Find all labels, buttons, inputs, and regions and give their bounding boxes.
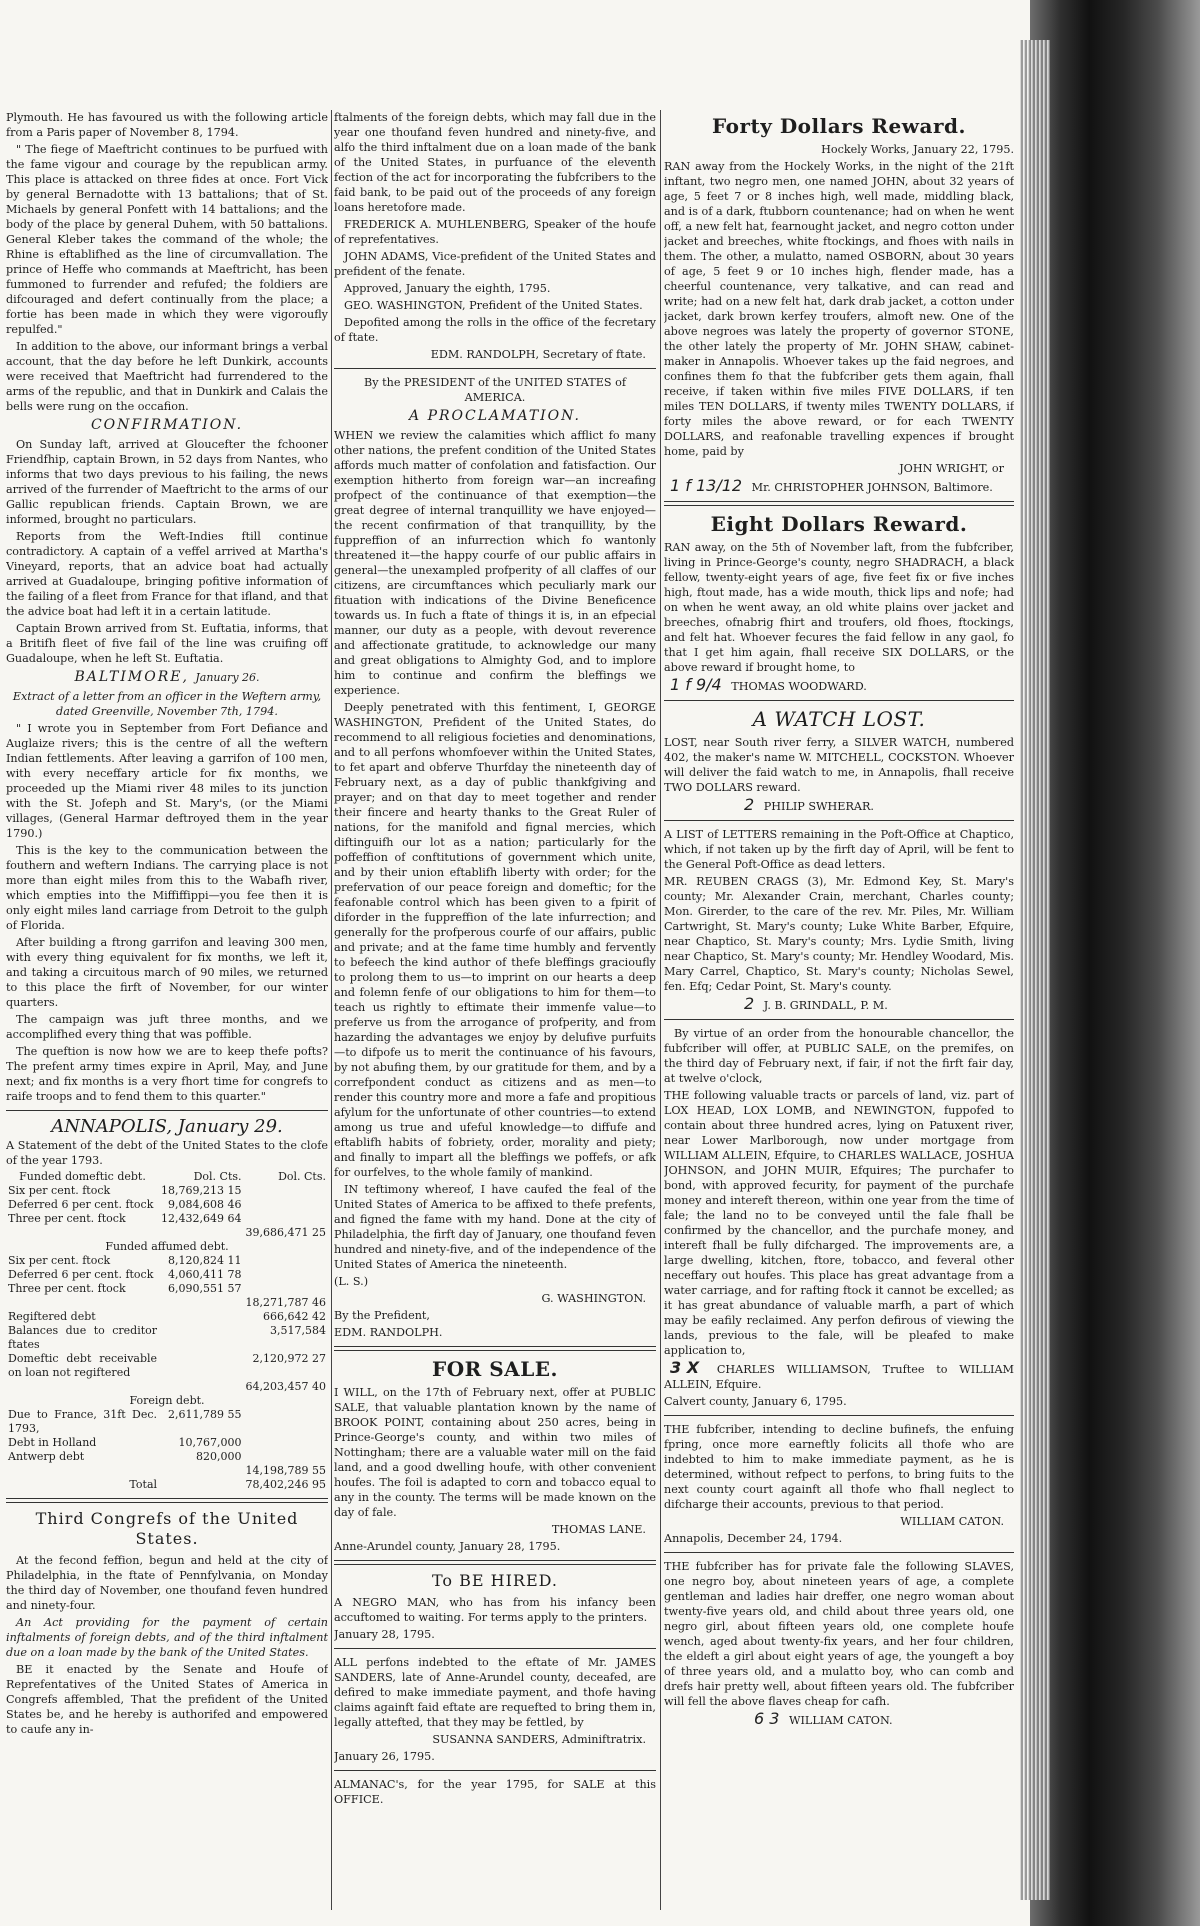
divider xyxy=(664,820,1014,821)
table-row xyxy=(6,1268,328,1282)
row-value: 6,090,551 57 xyxy=(168,1282,242,1295)
extract-heading: Extract of a letter from an officer in the Weftern army, dated Greenville, November 7th, 1794. xyxy=(12,690,322,718)
paragraph: " I wrote you in September from Fort Defiance and Auglaize rivers; this is the centre of all the weftern Indian fettlements. After leaving a garrifon of 100 men, with every neceffary article for fix months, we proceeded up the Miami river 48 miles to its junction with the St. Jofeph and St. Mary's, (or the Miami villages, (General Harmar deftroyed them in the year 1790.) xyxy=(6,722,328,840)
signature: Mr. CHRISTOPHER JOHNSON, Baltimore. xyxy=(751,481,993,494)
row-total xyxy=(244,1254,328,1268)
divider xyxy=(6,1110,328,1111)
signature-line xyxy=(664,996,1014,1013)
divider xyxy=(334,1346,656,1351)
table-row xyxy=(6,1324,328,1352)
row-label: Deferred 6 per cent. ftock xyxy=(8,1268,154,1281)
table-row xyxy=(6,1226,328,1240)
table-row xyxy=(6,1464,328,1478)
handwritten-note: 6 3 xyxy=(754,1709,780,1728)
signature-line xyxy=(664,677,1014,694)
handwritten-note: 3 X xyxy=(670,1358,700,1377)
paragraph: A LIST of LETTERS remaining in the Poft-Office at Chaptico, which, if not taken up by the firft day of April, will be fent to the General Poft-Office as dead letters. xyxy=(664,828,1014,871)
row-value xyxy=(159,1226,243,1240)
paragraph: MR. REUBEN CRAGS (3), Mr. Edmond Key, St. Mary's county; Mr. Alexander Crain, merchant, Charles county; Mon. Girerder, to the care of the rev. Mr. Piles, Mr. William Cartwright, St. Mary's county; Luke White Barber, Efquire, near Chaptico, St. Mary's county; Mrs. Lydie Smith, living near Chaptico, St. Mary's county; Mr. Hendley Woodard, Mis. Mary Carrel, Chaptico, St. Mary's county; Nicholas Sewel, fen. Efq; Cedar Point, St. Mary's county. xyxy=(664,875,1014,993)
signature: GEO. WASHINGTON, Prefident of the United States. xyxy=(344,299,643,312)
signature: JOHN WRIGHT, or xyxy=(899,462,1004,475)
divider xyxy=(334,1770,656,1771)
row-total: 18,271,787 46 xyxy=(245,1296,326,1309)
handwritten-note: 1 f 9/4 xyxy=(670,675,722,694)
row-value: 820,000 xyxy=(196,1450,242,1463)
row-total: 666,642 42 xyxy=(263,1310,326,1323)
row-label xyxy=(6,1380,159,1394)
row-label: Six per cent. ftock xyxy=(8,1254,111,1267)
divider xyxy=(664,501,1014,506)
signature-line xyxy=(664,1711,1014,1728)
row-value xyxy=(159,1310,243,1324)
signature: EDM. RANDOLPH, Secretary of ftate. xyxy=(430,348,646,361)
row-value xyxy=(159,1352,243,1380)
row-total: 2,120,972 27 xyxy=(252,1352,326,1365)
row-total xyxy=(244,1436,328,1450)
signature-line xyxy=(664,478,1014,495)
row-total: 3,517,584 xyxy=(270,1324,326,1337)
paragraph: WHEN we review the calamities which afflict fo many other nations, the prefent condition of the United States affords much matter of confolation and fatisfaction. Our exemption hitherto from foreign war—an increafing profpect of the continuance of that exemption—the great degree of internal tranquillity we have enjoyed—the recent confirmation of that tranquillity, by the fuppreffion of an infurrection which fo wantonly threatened it—the happy courfe of our public affairs in general—the unexampled profperity of all claffes of our citizens, are circumftances which peculiarly mark our fituation with indications of the Divine Beneficence towards us. In fuch a ftate of things it is, in an efpecial manner, our duty as a people, with devout reverence and affectionate gratitude, to acknowledge our many and great obligations to Almighty God, and to implore him to continue and confirm the bleffings we experience. xyxy=(334,429,656,697)
signature-line xyxy=(664,797,1014,814)
section-heading: A PROCLAMATION. xyxy=(409,408,581,424)
row-value: 12,432,649 64 xyxy=(161,1212,242,1225)
row-value xyxy=(159,1478,243,1492)
divider xyxy=(334,1648,656,1649)
handwritten-note: 2 xyxy=(744,994,755,1013)
row-value: 2,611,789 55 xyxy=(168,1408,242,1421)
paragraph: Captain Brown arrived from St. Euftatia, informs, that a Britifh fleet of five fail of the line was cruifing off Guadaloupe, when he left St. Euftatia. xyxy=(6,622,328,665)
ad-heading: To BE HIRED. xyxy=(431,1571,558,1590)
paragraph: Plymouth. He has favoured us with the following article from a Paris paper of November 8, 1794. xyxy=(6,111,328,139)
section-heading: CONFIRMATION. xyxy=(90,417,244,433)
paragraph: Deeply penetrated with this fentiment, I, GEORGE WASHINGTON, Prefident of the United States, do recommend to all religious focieties and denominations, and to all perfons whomfoever within the United States, to fet apart and obferve Thurfday the nineteenth day of February next, as a day of public thankfgiving and prayer; and on that day to meet together and render their fincere and hearty thanks to the Great Ruler of nations, for the manifold and fignal mercies, which diftinguifh our lot as a nation; particularly for the poffeffion of conftitutions of government which unite, and by their union eftablifh liberty with order; for the prefervation of our peace foreign and domeftic; for the feafonable control which has been given to a fpirit of diforder in the fuppreffion of the late infurrection; and generally for the profperous courfe of our affairs, public and private; and at the fame time humbly and fervently to befeech the kind author of thefe bleffings gracioufly to prolong them to us—to imprint on our hearts a deep and folemn fenfe of our obligations to him for them—to teach us rightly to eftimate their immenfe value—to preferve us from the arrogance of profperity, and from hazarding the advantages we enjoy by delufive purfuits—to difpofe us to merit the continuance of his favours, by not abufing them, by our gratitude for them, and by a correfpondent conduct as citizens and as men—to render this country more and more a fafe and propitious afylum for the unfortunate of other countries—to extend among us true and ufeful knowledge—to diffufe and eftablifh habits of fobriety, order, morality and piety; and finally to impart all the bleffings we poffefs, or afk for ourfelves, to the whole family of mankind. xyxy=(334,701,656,1179)
signature: THOMAS LANE. xyxy=(551,1523,646,1536)
row-label xyxy=(6,1226,159,1240)
column-rule-1 xyxy=(331,110,332,1910)
row-total xyxy=(244,1408,328,1436)
row-total xyxy=(244,1282,328,1296)
row-label: Total xyxy=(129,1478,158,1491)
section-heading: By the PRESIDENT of the UNITED STATES of AMERICA. xyxy=(364,376,626,404)
row-label: Deferred 6 per cent. ftock xyxy=(8,1198,154,1211)
paragraph: THE fubfcriber, intending to decline bufinefs, the enfuing fpring, once more earneftly folicits all thofe who are indebted to him to make immediate payment, as he is determined, without refpect to perfons, to bring fuits to the next county court againft all thofe who fhall neglect to difcharge their accounts, previous to that period. xyxy=(664,1423,1014,1511)
row-value: 9,084,608 46 xyxy=(168,1198,242,1211)
dateline: Annapolis, December 24, 1794. xyxy=(664,1532,843,1545)
table-subheading: Funded affumed debt. xyxy=(105,1240,229,1253)
dateline-place: BALTIMORE, xyxy=(74,669,189,685)
debt-intro: A Statement of the debt of the United States to the clofe of the year 1793. xyxy=(6,1139,328,1167)
paragraph: By virtue of an order from the honourable chancellor, the fubfcriber will offer, at PUBLIC SALE, on the premifes, on the third day of February next, if fair, if not the firft fair day, at twelve o'clock, xyxy=(664,1027,1014,1085)
dateline: January 28, 1795. xyxy=(334,1628,435,1641)
signature: WILLIAM CATON. xyxy=(900,1515,1004,1528)
signature: FREDERICK A. MUHLENBERG, Speaker of the houfe of reprefentatives. xyxy=(334,218,656,246)
table-row xyxy=(6,1184,328,1198)
handwritten-note: 1 f 13/12 xyxy=(670,476,743,495)
signature: CHARLES WILLIAMSON, Truftee to WILLIAM ALLEIN, Efquire. xyxy=(664,1363,1014,1391)
table-subheading: Foreign debt. xyxy=(129,1394,205,1407)
row-value: 10,767,000 xyxy=(178,1436,242,1449)
paragraph: At the fecond feffion, begun and held at the city of Philadelphia, in the ftate of Pennfylvania, on Monday the third day of November, one thoufand feven hundred and ninety-four. xyxy=(6,1554,328,1612)
debt-table xyxy=(6,1170,328,1492)
divider xyxy=(664,1019,1014,1020)
table-row xyxy=(6,1352,328,1380)
signature: PHILIP SWHERAR. xyxy=(763,800,874,813)
paragraph: THE fubfcriber has for private fale the following SLAVES, one negro boy, about nineteen years of age, a complete gentleman and ladies hair dreffer, one negro woman about twenty-five years old, and child about three years old, one negro girl, about fifteen years old, one complete houfe wench, aged about twenty-fix years, and her four children, the eldeft a girl about eight years of age, the youngeft a boy of three years old, and a mulatto boy, who can comb and drefs hair pretty well, about fifteen years old. The fubfcriber will fell the above flaves cheap for cafh. xyxy=(664,1560,1014,1708)
divider xyxy=(334,1560,656,1565)
dateline: Anne-Arundel county, January 28, 1795. xyxy=(334,1540,561,1553)
paragraph: IN teftimony whereof, I have caufed the feal of the United States of America to be affixed to thefe prefents, and figned the fame with my hand. Done at the city of Philadelphia, the firft day of January, one thoufand feven hundred and ninety-five, and of the independence of the United States of America the nineteenth. xyxy=(334,1183,656,1271)
row-label: Due to France, 31ft Dec. 1793, xyxy=(8,1408,158,1435)
paragraph: THE following valuable tracts or parcels of land, viz. part of LOX HEAD, LOX LOMB, and NEWINGTON, fuppofed to contain about three hundred acres, lying on Patuxent river, near Lower Marlborough, now under mortgage from WILLIAM ALLEIN, Efquire, to CHARLES WALLACE, JOSHUA JOHNSON, and JOHN MUIR, Efquires; The purchafer to bond, with approved fecurity, for payment of the purchafe money and intereft thereon, within one year from the time of fale; the land no to be conveyed until the fale fhall be confirmed by the chancellor, and the purchafe money, and intereft fhall be fully difcharged. The improvements are, a large dwelling, kitchen, ftore, tobacco, and feveral other neceffary out houfes. This place has great advantage from a water carriage, and for rafting ftock it cannot be excelled; as it has great abundance of valuable marfh, a part of which may be eafily reclaimed. Any perfon defirous of viewing the lands, previous to the fale, will be pleafed to make application to, xyxy=(664,1089,1014,1357)
column-header: Dol. Cts. xyxy=(278,1170,326,1183)
row-value: 8,120,824 11 xyxy=(168,1254,242,1267)
paragraph: A NEGRO MAN, who has from his infancy been accuftomed to waiting. For terms apply to the printers. xyxy=(334,1596,656,1624)
paragraph: By the Prefident, xyxy=(334,1309,430,1322)
row-label: Antwerp debt xyxy=(8,1450,85,1463)
column-3 xyxy=(664,110,1014,1920)
row-label xyxy=(6,1464,159,1478)
table-row xyxy=(6,1296,328,1310)
paragraph: Reports from the Weft-Indies ftill continue contradictory. A captain of a veffel arrived at Martha's Vineyard, reports, that an advice boat had actually arrived at Guadaloupe, bringing pofitive information of the failing of a fleet from France for that ifland, and that the advice boat had left it in a certain latitude. xyxy=(6,530,328,618)
divider xyxy=(334,368,656,369)
table-row xyxy=(6,1436,328,1450)
dateline: Calvert county, January 6, 1795. xyxy=(664,1395,847,1408)
column-1 xyxy=(6,110,328,1920)
page-edges xyxy=(1020,40,1050,1900)
signature: J. B. GRINDALL, P. M. xyxy=(763,999,888,1012)
dateline: Hockely Works, January 22, 1795. xyxy=(821,143,1014,156)
table-row xyxy=(6,1450,328,1464)
book-binding xyxy=(1030,0,1200,1926)
seal-label: (L. S.) xyxy=(334,1275,369,1288)
row-total xyxy=(244,1268,328,1282)
row-total xyxy=(244,1212,328,1226)
divider xyxy=(664,1415,1014,1416)
row-label: Balances due to creditor ftates xyxy=(8,1324,158,1351)
signature-line xyxy=(664,1360,1014,1392)
table-row xyxy=(6,1394,328,1408)
paragraph: On Sunday laft, arrived at Gloucefter the fchooner Friendfhip, captain Brown, in 52 days from Nantes, who informs that two days previous to his failing, the news arrived of the furrender of Maeftricht to the arms of our Gallic republican friends. Captain Brown, we are informed, brought no particulars. xyxy=(6,438,328,526)
paragraph: ftalments of the foreign debts, which may fall due in the year one thoufand feven hundred and ninety-five, and alfo the third inftalment due on a loan made of the bank of the United States, in purfuance of the eleventh fection of the act for incorporating the fubfcribers to the faid bank, to be paid out of the proceeds of any foreign loans heretofore made. xyxy=(334,111,656,214)
paragraph: RAN away from the Hockely Works, in the night of the 21ft inftant, two negro men, one named JOHN, about 32 years of age, 5 feet 7 or 8 inches high, well made, middling black, and is of a dark, ftubborn countenance; had on when he went off, a new felt hat, fearnought jacket, and negro cotton under jacket and breeches, white ftockings, and fhoes with nails in them. The other, a mulatto, named OSBORN, about 30 years of age, 5 feet 9 or 10 inches high, flender made, has a cheerful countenance, very talkative, and can read and write; had on a new felt hat, dark drab jacket, a cotton under jacket, dark brown kerfey troufers, almoft new. One of the above negroes was lately the property of governor STONE, the other lately the property of Mr. JOHN SHAW, cabinet-maker in Annapolis. Whoever takes up the faid negroes, and confines them fo that the fubfcriber gets them again, fhall receive, if taken within five miles FIVE DOLLARS, if ten miles TEN DOLLARS, if twenty miles TWENTY DOLLARS, if forty miles the above reward, or for each TWENTY DOLLARS, and reafonable travelling expences if brought home, paid by xyxy=(664,160,1014,458)
divider xyxy=(6,1498,328,1503)
ad-heading: Forty Dollars Reward. xyxy=(712,114,966,138)
divider xyxy=(664,1552,1014,1553)
table-row xyxy=(6,1240,328,1254)
row-value xyxy=(159,1324,243,1352)
paragraph: I WILL, on the 17th of February next, offer at PUBLIC SALE, that valuable plantation known by the name of BROOK POINT, containing about 250 acres, being in Prince-George's county, and within two miles of Nottingham; there are a valuable water mill on the faid land, and a good dwelling houfe, with other convenient houfes. The foil is adapted to corn and tobacco equal to any in the county. The terms will be made known on the day of fale. xyxy=(334,1386,656,1519)
table-subheading: Funded domeftic debt. xyxy=(19,1170,146,1183)
ad-heading: FOR SALE. xyxy=(432,1357,558,1381)
row-value xyxy=(159,1464,243,1478)
signature: WILLIAM CATON. xyxy=(789,1714,893,1727)
row-value xyxy=(159,1296,243,1310)
table-row xyxy=(6,1310,328,1324)
row-total: 64,203,457 40 xyxy=(245,1380,326,1393)
row-label: Three per cent. ftock xyxy=(8,1282,126,1295)
paragraph: " The fiege of Maeftricht continues to be purfued with the fame vigour and courage by the republican army. This place is attacked on three fides at once. Fort Vick by general Bernadotte with 13 battalions; that of St. Michaels by general Ponfett with 14 battalions; and the body of the place by general Duhem, with 50 battalions. General Kleber takes the command of the whole; the Rhine is eftablifhed as the line of circumvallation. The prince of Heffe who commands at Maeftricht, has been fummoned to furrender and refufed; the foldiers are difcouraged and defert continually from the place; a fortie has been made in which they were vigoroufly repulfed." xyxy=(6,143,328,336)
table-row xyxy=(6,1380,328,1394)
paragraph: Approved, January the eighth, 1795. xyxy=(344,282,551,295)
row-label: Regiftered debt xyxy=(8,1310,96,1323)
row-label xyxy=(6,1296,159,1310)
row-total xyxy=(244,1198,328,1212)
signature: JOHN ADAMS, Vice-prefident of the United States and prefident of the fenate. xyxy=(334,250,656,278)
row-value: 4,060,411 78 xyxy=(168,1268,242,1281)
table-row xyxy=(6,1170,328,1184)
signature: G. WASHINGTON. xyxy=(541,1292,646,1305)
row-total: 39,686,471 25 xyxy=(245,1226,326,1239)
paragraph: BE it enacted by the Senate and Houfe of Reprefentatives of the United States of America in Congrefs affembled, That the prefident of the United States be, and he hereby is authorifed and empowered to caufe any in- xyxy=(6,1663,328,1736)
row-total: 14,198,789 55 xyxy=(245,1464,326,1477)
row-total xyxy=(244,1184,328,1198)
paragraph: The queftion is now how we are to keep thefe pofts? The prefent army times expire in April, May, and June next; and fix months is a very fhort time for congrefs to raife troops and to fend them to this quarter." xyxy=(6,1045,328,1103)
row-total xyxy=(244,1450,328,1464)
row-value xyxy=(159,1380,243,1394)
paragraph: In addition to the above, our informant brings a verbal account, that the day before he left Dunkirk, accounts were received that Maeftricht had furrendered to the arms of the republic, and that in Dunkirk and Calais the bells were rung on the occafion. xyxy=(6,340,328,413)
row-value: 18,769,213 15 xyxy=(161,1184,242,1197)
dateline-annapolis: ANNAPOLIS, January 29. xyxy=(51,1116,283,1137)
column-rule-2 xyxy=(660,110,661,1910)
table-row xyxy=(6,1478,328,1492)
column-header: Dol. Cts. xyxy=(193,1170,242,1183)
dateline: January 26, 1795. xyxy=(334,1750,435,1763)
paragraph: LOST, near South river ferry, a SILVER WATCH, numbered 402, the maker's name W. MITCHELL, COCKSTON. Whoever will deliver the faid watch to me, in Annapolis, fhall receive TWO DOLLARS reward. xyxy=(664,736,1014,794)
paragraph: The campaign was juft three months, and we accomplifhed every thing that was poffible. xyxy=(6,1013,328,1041)
table-row xyxy=(6,1408,328,1436)
divider xyxy=(664,700,1014,701)
handwritten-note: 2 xyxy=(744,795,755,814)
paragraph: ALMANAC's, for the year 1795, for SALE at this OFFICE. xyxy=(334,1778,656,1806)
table-row xyxy=(6,1282,328,1296)
row-total: 78,402,246 95 xyxy=(245,1478,326,1491)
row-label: Three per cent. ftock xyxy=(8,1212,126,1225)
act-title: An Act providing for the payment of certain inftalments of foreign debts, and of the third inftalment due on a loan made by the bank of the United States. xyxy=(6,1616,328,1659)
signature: SUSANNA SANDERS, Adminiftratrix. xyxy=(432,1733,646,1746)
section-heading: Third Congrefs of the United States. xyxy=(35,1509,299,1548)
row-label: Debt in Holland xyxy=(8,1436,97,1449)
dateline-date: January 26. xyxy=(195,671,260,684)
dateline xyxy=(6,670,328,685)
signature: EDM. RANDOLPH. xyxy=(334,1326,443,1339)
paragraph: RAN away, on the 5th of November laft, from the fubfcriber, living in Prince-George's county, negro SHADRACH, a black fellow, twenty-eight years of age, five feet fix or five inches high, ftout made, has a wide mouth, thick lips and nofe; had on when he went away, an old white plains over jacket and breeches, ofnabrig fhirt and troufers, old fhoes, ftockings, and felt hat. Whoever fecures the faid fellow in any gaol, fo that I get him again, fhall receive SIX DOLLARS, or the above reward if brought home, to xyxy=(664,541,1014,674)
table-row xyxy=(6,1198,328,1212)
signature: THOMAS WOODWARD. xyxy=(731,680,867,693)
row-label: Domeftic debt receivable on loan not regiftered xyxy=(8,1352,158,1379)
table-row xyxy=(6,1212,328,1226)
paragraph: ALL perfons indebted to the eftate of Mr. JAMES SANDERS, late of Anne-Arundel county, deceafed, are defired to make immediate payment, and thofe having claims againft faid eftate are requefted to bring them in, legally attefted, that they may be fettled, by xyxy=(334,1656,656,1729)
row-label: Six per cent. ftock xyxy=(8,1184,111,1197)
paragraph: After building a ftrong garrifon and leaving 300 men, with every thing equivalent for fix months, we left it, and taking a circuitous march of 90 miles, we returned to this place the firft of November, for our winter quarters. xyxy=(6,936,328,1009)
ad-heading: A WATCH LOST. xyxy=(752,707,926,731)
paragraph: This is the key to the communication between the fouthern and weftern Indians. The carrying place is not more than eight miles from this to the Wabafh river, which empties into the Miffiffippi—you fee then it is only eight miles land carriage from Detroit to the gulph of Florida. xyxy=(6,844,328,932)
table-row xyxy=(6,1254,328,1268)
paragraph: Depofited among the rolls in the office of the fecretary of ftate. xyxy=(334,316,656,344)
column-2 xyxy=(334,110,656,1920)
ad-heading: Eight Dollars Reward. xyxy=(710,512,968,536)
